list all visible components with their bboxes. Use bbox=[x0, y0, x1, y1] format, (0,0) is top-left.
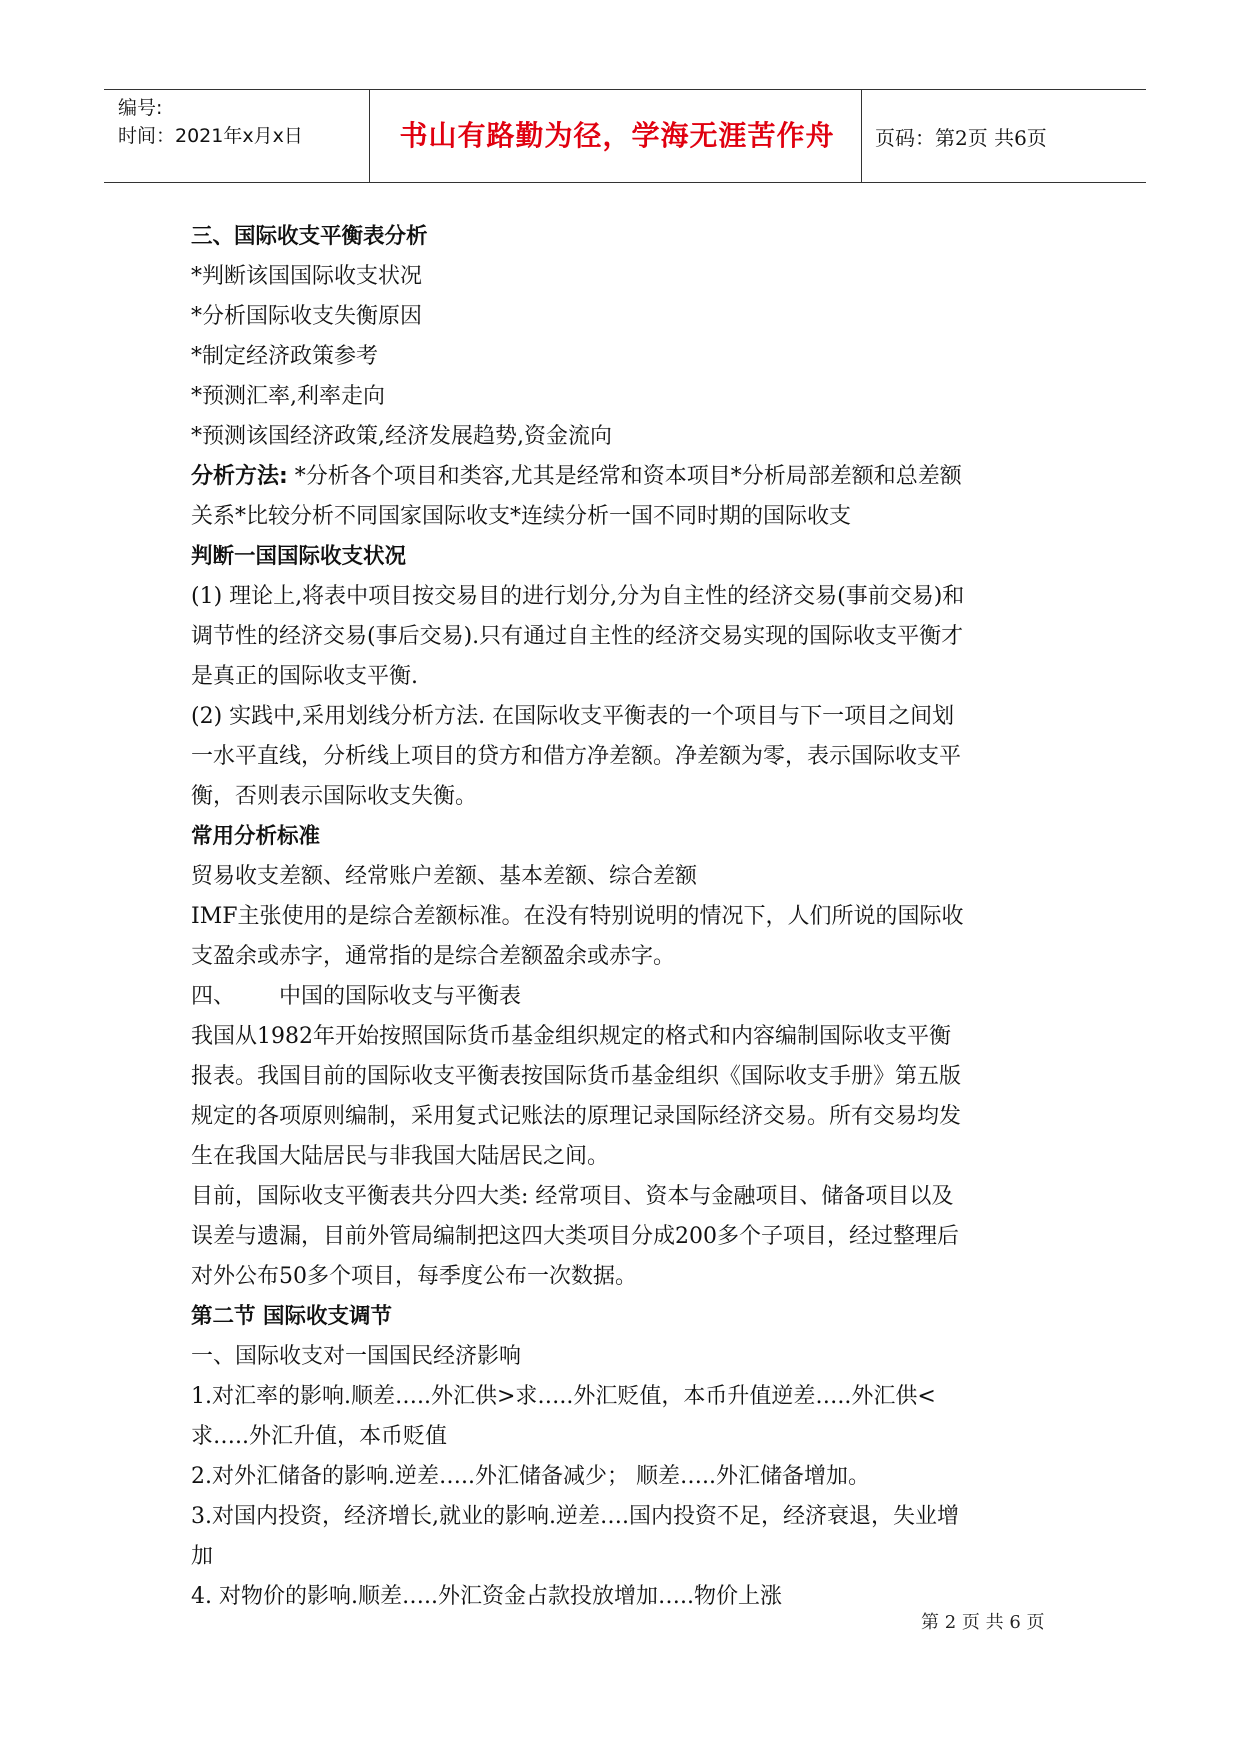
header-meta bbox=[118, 94, 303, 150]
paragraph-line: 误差与遗漏，目前外管局编制把这四大类项目分成200多个子项目，经过整理后 bbox=[191, 1224, 959, 1249]
paragraph-line: (1) 理论上,将表中项目按交易目的进行划分,分为自主性的经济交易(事前交易)和 bbox=[191, 584, 965, 609]
document-body bbox=[191, 217, 1071, 1617]
subheading: 判断一国国际收支状况 bbox=[191, 544, 407, 569]
subheading: 常用分析标准 bbox=[191, 824, 321, 849]
document-number-label: 编号: bbox=[118, 97, 163, 119]
paragraph-line: 加 bbox=[191, 1544, 214, 1569]
document-time: 时间：2021年x月x日 bbox=[118, 125, 303, 147]
paragraph-line: 贸易收支差额、经常账户差额、基本差额、综合差额 bbox=[191, 864, 698, 889]
paragraph-line: 衡，否则表示国际收支失衡。 bbox=[191, 784, 478, 809]
footer-page-number: 第 2 页 共 6 页 bbox=[921, 1612, 1045, 1633]
paragraph-line: 关系*比较分析不同国家国际收支*连续分析一国不同时期的国际收支 bbox=[191, 504, 852, 529]
section-title: 中国的国际收支与平衡表 bbox=[279, 984, 522, 1009]
header-motto: 书山有路勤为径，学海无涯苦作舟 bbox=[399, 119, 835, 152]
paragraph-line: 3.对国内投资，经济增长,就业的影响.逆差….国内投资不足，经济衰退，失业增 bbox=[191, 1504, 959, 1529]
paragraph-line: 是真正的国际收支平衡. bbox=[191, 664, 418, 689]
section-number: 四、 bbox=[191, 984, 236, 1009]
paragraph-line: 报表。我国目前的国际收支平衡表按国际货币基金组织《国际收支手册》第五版 bbox=[191, 1064, 962, 1089]
paragraph-line: 4. 对物价的影响.顺差…..外汇资金占款投放增加…..物价上涨 bbox=[191, 1584, 782, 1609]
paragraph-line: 目前，国际收支平衡表共分四大类: 经常项目、资本与金融项目、储备项目以及 bbox=[191, 1184, 954, 1209]
header-divider-right bbox=[861, 89, 862, 182]
analysis-method-text: *分析各个项目和类容,尤其是经常和资本项目*分析局部差额和总差额 bbox=[287, 464, 962, 489]
paragraph-line: 一水平直线，分析线上项目的贷方和借方净差额。净差额为零，表示国际收支平 bbox=[191, 744, 962, 769]
bullet-item: *预测汇率,利率走向 bbox=[191, 384, 385, 409]
header-page-number: 页码：第2页 共6页 bbox=[875, 126, 1047, 150]
paragraph-line: 生在我国大陆居民与非我国大陆居民之间。 bbox=[191, 1144, 610, 1169]
header-divider-left bbox=[369, 89, 370, 182]
bullet-item: *分析国际收支失衡原因 bbox=[191, 304, 423, 329]
paragraph-line: 我国从1982年开始按照国际货币基金组织规定的格式和内容编制国际收支平衡 bbox=[191, 1024, 951, 1049]
paragraph-line: 求…..外汇升值，本币贬值 bbox=[191, 1424, 447, 1449]
chapter-section-heading: 第二节 国际收支调节 bbox=[191, 1304, 392, 1329]
section-heading bbox=[191, 977, 1071, 1017]
bullet-item: *判断该国国际收支状况 bbox=[191, 264, 423, 289]
paragraph-line: (2) 实践中,采用划线分析方法. 在国际收支平衡表的一个项目与下一项目之间划 bbox=[191, 704, 955, 729]
paragraph-line: IMF主张使用的是综合差额标准。在没有特别说明的情况下，人们所说的国际收 bbox=[191, 904, 964, 929]
paragraph-line: 规定的各项原则编制，采用复式记账法的原理记录国际经济交易。所有交易均发 bbox=[191, 1104, 962, 1129]
header-bottom-rule bbox=[104, 182, 1146, 183]
paragraph-line: 2.对外汇储备的影响.逆差…..外汇储备减少； 顺差…..外汇储备增加。 bbox=[191, 1464, 870, 1489]
bullet-item: *制定经济政策参考 bbox=[191, 344, 379, 369]
paragraph-line: 调节性的经济交易(事后交易).只有通过自主性的经济交易实现的国际收支平衡才 bbox=[191, 624, 964, 649]
analysis-method-paragraph bbox=[191, 457, 1071, 497]
paragraph-line: 支盈余或赤字，通常指的是综合差额盈余或赤字。 bbox=[191, 944, 676, 969]
bullet-item: *预测该国经济政策,经济发展趋势,资金流向 bbox=[191, 424, 612, 449]
header-top-rule bbox=[104, 89, 1146, 90]
paragraph-line: 1.对汇率的影响.顺差…..外汇供>求…..外汇贬值，本币升值逆差…..外汇供< bbox=[191, 1384, 936, 1409]
section-heading: 三、国际收支平衡表分析 bbox=[191, 224, 428, 249]
subheading: 一、国际收支对一国国民经济影响 bbox=[191, 1344, 522, 1369]
analysis-method-label: 分析方法: bbox=[191, 464, 288, 489]
paragraph-line: 对外公布50多个项目，每季度公布一次数据。 bbox=[191, 1264, 637, 1289]
